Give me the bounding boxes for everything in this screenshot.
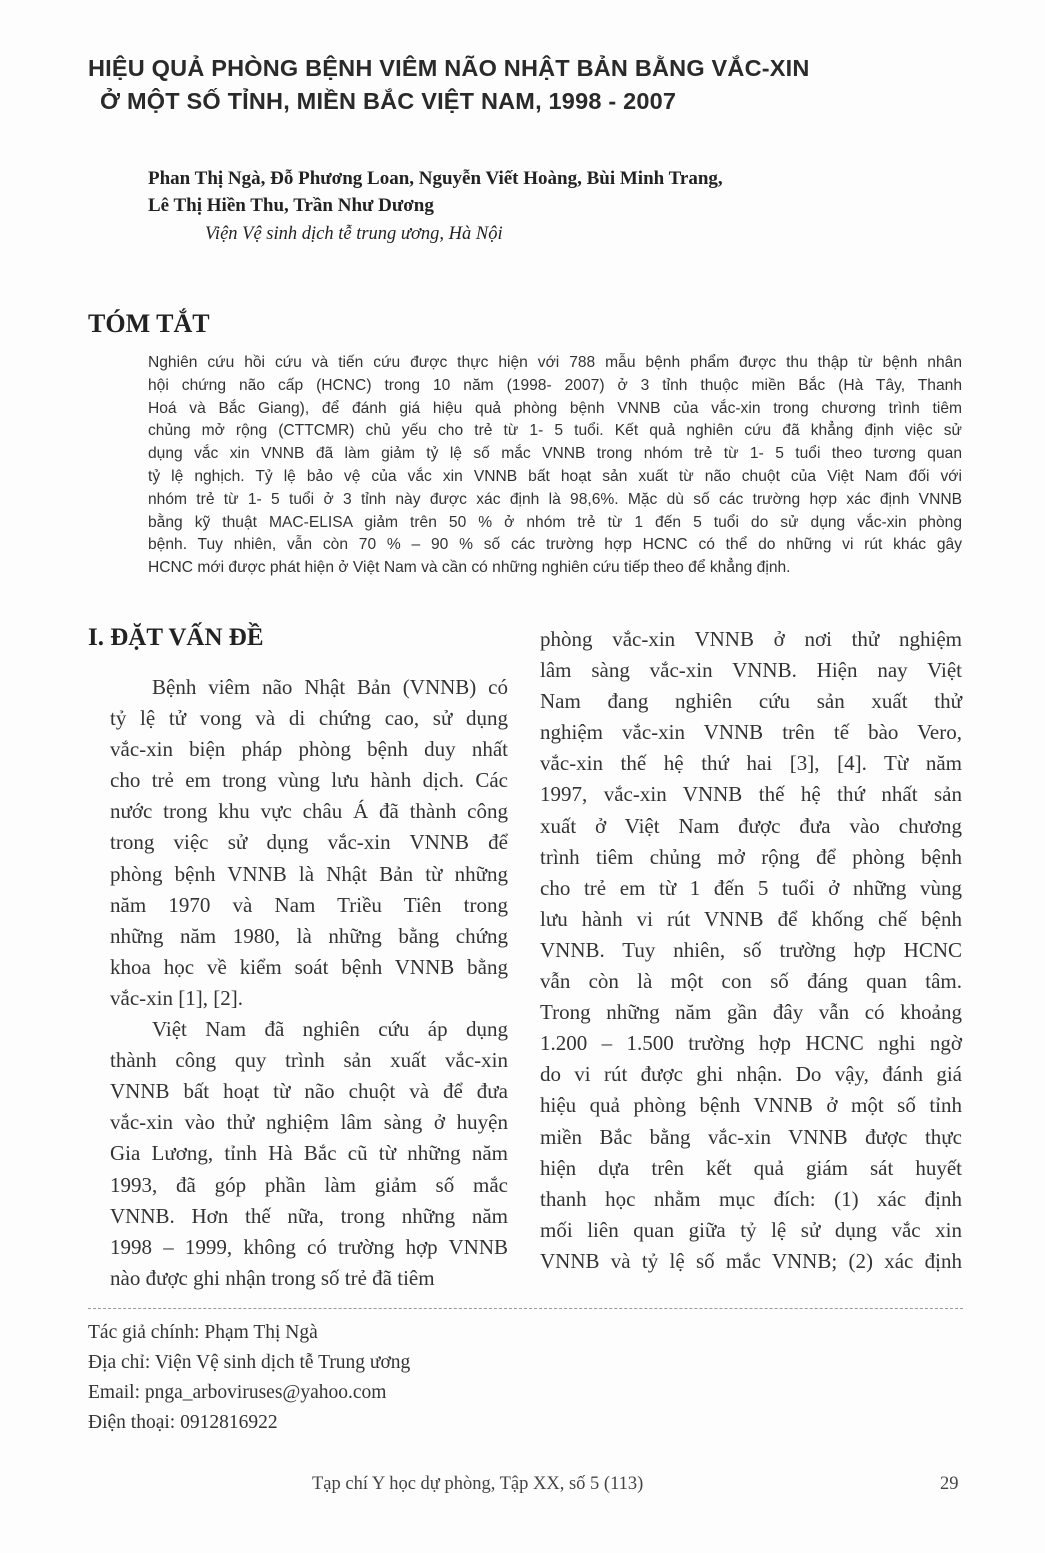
text-line: Hoá và Bắc Giang), để đánh giá hiệu quả phòng bệnh VNNB của vắc-xin trong chương trình tiêm [148, 399, 962, 417]
text-line: HCNC mới được phát hiện ở Việt Nam và cần có những nghiên cứu tiếp theo để khẳng định. [148, 559, 791, 577]
text-line: Trong những năm gần đây vẫn có khoảng [540, 1000, 962, 1025]
affiliation: Viện Vệ sinh dịch tễ trung ương, Hà Nội [205, 224, 503, 244]
text-line: Địa chỉ: Viện Vệ sinh dịch tễ Trung ương [88, 1352, 411, 1373]
text-line: hiện dựa trên kết quả giám sát huyết [540, 1155, 962, 1180]
left-column [110, 672, 508, 1294]
text-line: VNNB và tỷ lệ số mắc VNNB; (2) xác định [540, 1248, 962, 1273]
page-number: 29 [940, 1474, 959, 1494]
text-line: những năm 1980, là những bằng chứng [110, 923, 508, 948]
text-line: bằng kỹ thuật MAC-ELISA giảm trên 50 % ở nhóm trẻ từ 1 đến 5 tuổi do sử dụng vắc-xin phòng [148, 513, 962, 531]
text-line: Tác giả chính: Phạm Thị Ngà [88, 1322, 318, 1343]
abstract-body [148, 352, 962, 580]
text-line: nghiệm vắc-xin VNNB trên tế bào Vero, [540, 720, 962, 745]
text-line: nào được ghi nhận trong số trẻ đã tiêm [110, 1265, 435, 1290]
text-line: Việt Nam đã nghiên cứu áp dụng [152, 1017, 508, 1042]
title-line-1: HIỆU QUẢ PHÒNG BỆNH VIÊM NÃO NHẬT BẢN BẰNG VẮC-XIN [88, 55, 810, 81]
text-line: 1.200 – 1.500 trường hợp HCNC nghi ngờ [540, 1031, 962, 1056]
text-line: lâm sàng vắc-xin VNNB. Hiện nay Việt [540, 658, 962, 683]
text-line: vắc-xin biện pháp phòng bệnh duy nhất [110, 737, 508, 762]
text-line: vẫn còn là một con số đáng quan tâm. [540, 969, 962, 994]
authors-line-1: Phan Thị Ngà, Đỗ Phương Loan, Nguyễn Viết Hoàng, Bùi Minh Trang, [148, 168, 723, 189]
text-line: xuất ở Việt Nam được đưa vào chương [540, 813, 962, 838]
text-line: nước trong khu vực châu Á đã thành công [110, 799, 508, 824]
text-line: khoa học về kiểm soát bệnh VNNB bằng [110, 954, 508, 979]
text-line: VNNB. Hơn thế nữa, trong những năm [110, 1203, 508, 1228]
journal-footer: Tạp chí Y học dự phòng, Tập XX, số 5 (113) [312, 1474, 644, 1494]
text-line: nhóm trẻ từ 1- 5 tuổi ở 3 tỉnh này được xác định là 98,6%. Mặc dù số các trường hợp xác định VNNB [148, 490, 962, 508]
text-line: lưu hành vi rút VNNB để khống chế bệnh [540, 906, 962, 931]
footnote [88, 1318, 410, 1438]
text-line: 1998 – 1999, không có trường hợp VNNB [110, 1234, 508, 1259]
text-line: trong việc sử dụng vắc-xin VNNB để [110, 830, 508, 855]
text-line: dụng vắc xin VNNB đã làm giảm tỷ lệ số mắc VNNB trong nhóm trẻ từ 1- 5 tuổi theo tương quan [148, 445, 962, 463]
text-line: do vi rút được ghi nhận. Do vậy, đánh giá [540, 1062, 962, 1087]
text-line: Nghiên cứu hồi cứu và tiến cứu được thực hiện với 788 mẫu bệnh phẩm được thu thập từ bệnh nhân [148, 354, 962, 371]
text-line: phòng vắc-xin VNNB ở nơi thử nghiệm [540, 627, 962, 651]
text-line: tỷ lệ nghịch. Tỷ lệ bảo vệ của vắc xin VNNB bất hoạt sản xuất từ não chuột của Việt Nam đối với [148, 467, 962, 485]
text-line: hội chứng não cấp (HCNC) trong 10 năm (1998- 2007) ở 3 tỉnh thuộc miền Bắc (Hà Tây, Thanh [148, 376, 962, 394]
text-line: miền Bắc bằng vắc-xin VNNB được thực [540, 1124, 962, 1149]
text-line: trình tiêm chủng mở rộng để phòng bệnh [540, 844, 962, 869]
text-line: Nam đang nghiên cứu sản xuất thử [540, 689, 962, 714]
text-line: phòng bệnh VNNB là Nhật Bản từ những [110, 861, 508, 886]
text-line: cho trẻ em từ 1 đến 5 tuổi ở những vùng [540, 875, 962, 900]
text-line: tỷ lệ tử vong và di chứng cao, sử dụng [110, 706, 508, 731]
text-line: Bệnh viêm não Nhật Bản (VNNB) có [152, 675, 508, 699]
text-line: chủng mở rộng (CTTCMR) chủ yếu cho trẻ từ 1- 5 tuổi. Kết quả nghiên cứu đã khẳng định việc sử [148, 422, 962, 440]
text-line: thanh học nhằm mục đích: (1) xác định [540, 1186, 962, 1211]
authors-line-2: Lê Thị Hiền Thu, Trần Như Dương [148, 195, 434, 216]
text-line: Email: pnga_arboviruses@yahoo.com [88, 1382, 387, 1403]
text-line: VNNB. Tuy nhiên, số trường hợp HCNC [540, 937, 962, 962]
text-line: vắc-xin thế hệ thứ hai [3], [4]. Từ năm [540, 751, 962, 776]
abstract-heading: TÓM TẮT [88, 309, 210, 338]
title-line-2: Ở MỘT SỐ TỈNH, MIỀN BẮC VIỆT NAM, 1998 - 2007 [100, 88, 677, 114]
text-line: Gia Lương, tỉnh Hà Bắc cũ từ những năm [110, 1141, 508, 1166]
text-line: mối liên quan giữa tỷ lệ sử dụng vắc xin [540, 1217, 962, 1242]
text-line: vắc-xin vào thử nghiệm lâm sàng ở huyện [110, 1110, 508, 1135]
text-line: 1993, đã góp phần làm giảm số mắc [110, 1172, 508, 1197]
text-line: thành công quy trình sản xuất vắc-xin [110, 1048, 508, 1073]
footnote-divider [88, 1308, 963, 1309]
text-line: VNNB bất hoạt từ não chuột và để đưa [110, 1079, 508, 1104]
text-line: 1997, vắc-xin VNNB thế hệ thứ nhất sản [540, 782, 962, 807]
text-line: bệnh. Tuy nhiên, vẫn còn 70 % – 90 % số các trường hợp HCNC có thể do những vi rút khác gây [148, 536, 962, 554]
section-heading: I. ĐẶT VẤN ĐỀ [88, 624, 264, 651]
text-line: cho trẻ em trong vùng lưu hành dịch. Các [110, 768, 508, 793]
text-line: Điện thoại: 0912816922 [88, 1412, 278, 1433]
right-column [540, 624, 962, 1277]
text-line: vắc-xin [1], [2]. [110, 985, 243, 1010]
text-line: năm 1970 và Nam Triều Tiên trong [110, 892, 508, 917]
text-line: hiệu quả phòng bệnh VNNB ở một số tỉnh [540, 1093, 962, 1118]
